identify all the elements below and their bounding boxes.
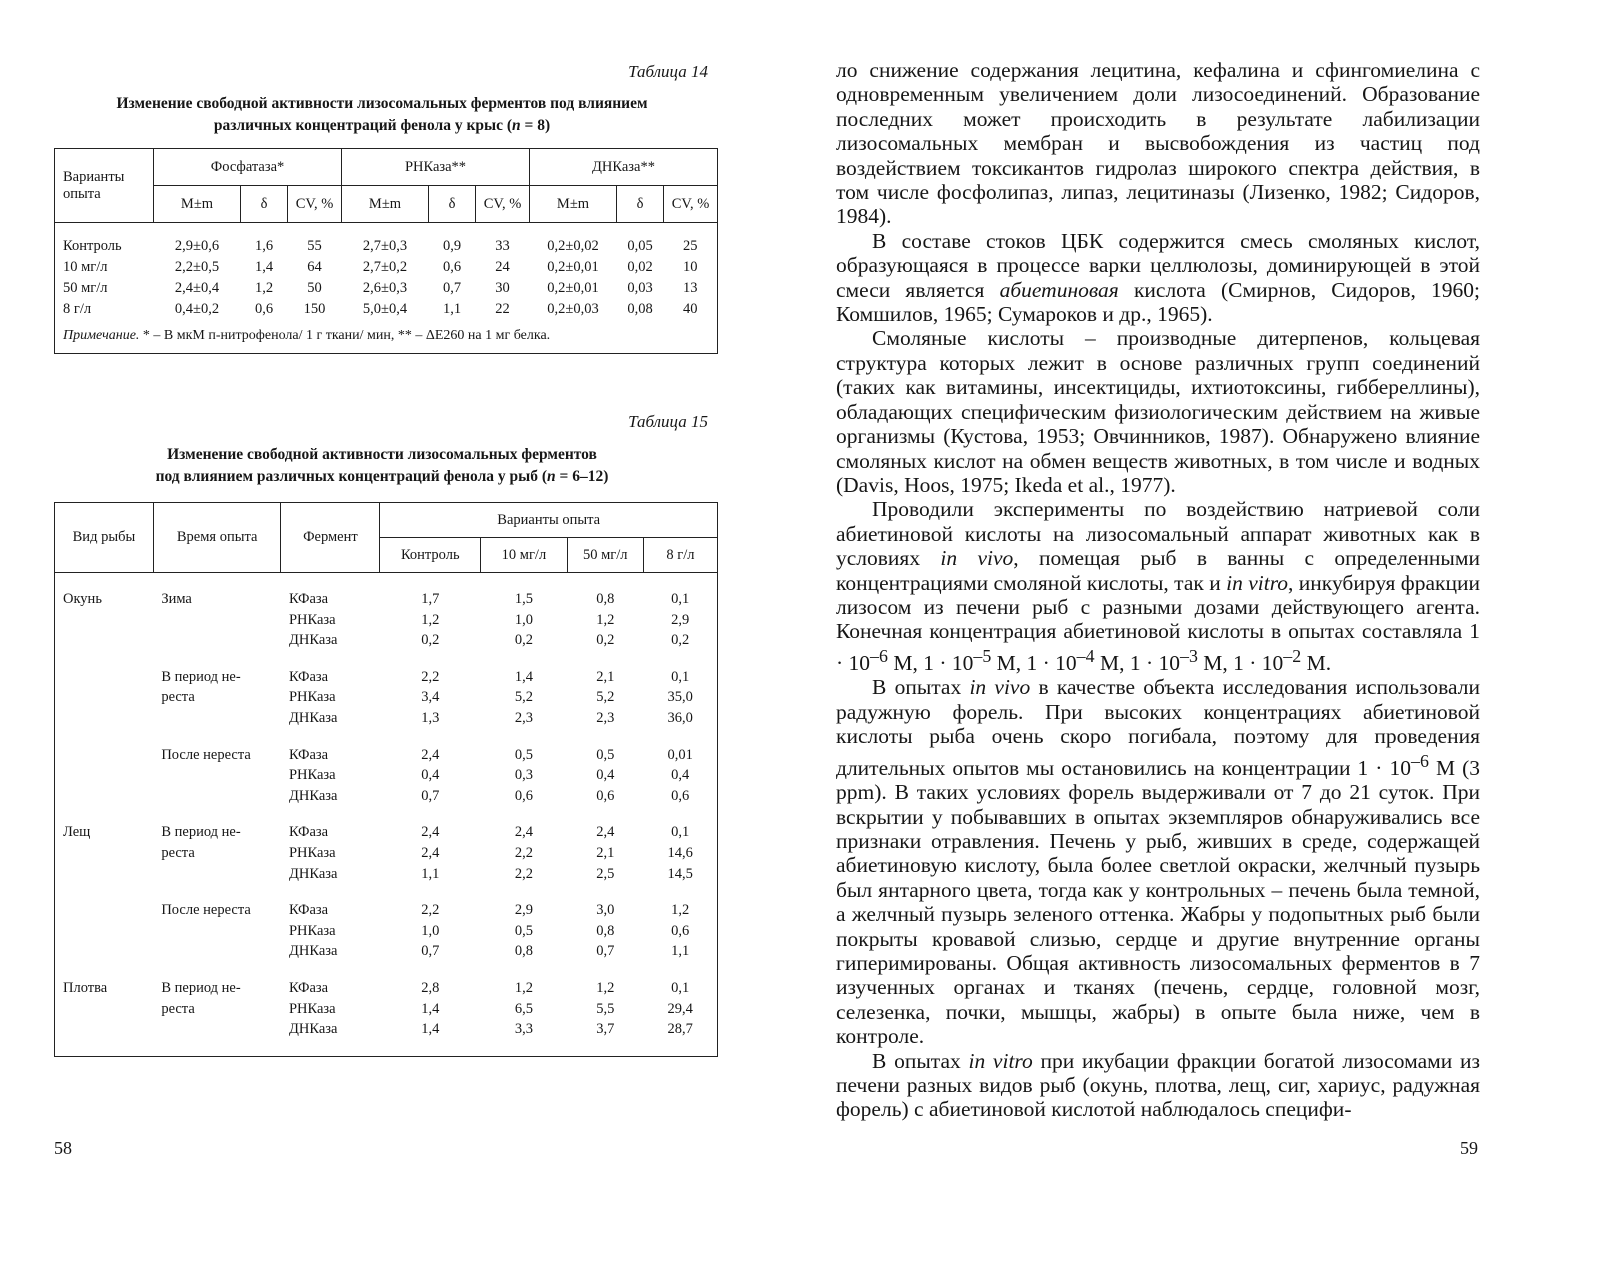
t15-enzyme: РНКаза	[288, 844, 336, 861]
t15-row	[55, 708, 718, 729]
t15-enzyme: ДНКаза	[288, 865, 338, 882]
t14-cell: 64	[307, 258, 322, 275]
t14-cell: 50	[307, 279, 322, 296]
t14-row	[55, 235, 718, 256]
t15-cell: 0,2	[514, 632, 533, 649]
t15-cell: 1,2	[421, 611, 440, 628]
t14-subheader: M±m	[530, 186, 617, 223]
t15-cell: 0,7	[596, 943, 615, 960]
t15-enzyme: ДНКаза	[288, 709, 338, 726]
t14-cell: 0,6	[442, 258, 462, 275]
t14-subheader: M±m	[154, 186, 241, 223]
t15-row	[55, 999, 718, 1020]
t14-group-1: РНКаза**	[342, 149, 530, 186]
t15-cell: 2,4	[421, 824, 440, 841]
t14-cell: 2,7±0,2	[362, 258, 408, 275]
t15-species: Плотва	[63, 979, 108, 996]
t15-cell: 35,0	[667, 689, 693, 706]
table14-title: Изменение свободной активности лизосомальных ферментов под влиянием различных концентраций фенола у крыс (n = 8)	[116, 95, 648, 134]
t15-cell: 6,5	[514, 1000, 533, 1017]
t15-cell: 14,6	[667, 844, 693, 861]
t15-species	[55, 941, 154, 962]
t15-enzyme: КФаза	[288, 824, 329, 841]
t14-cell: 0,2±0,02	[547, 237, 599, 254]
t14-cell: 0,02	[627, 258, 653, 275]
t15-time: В период не-	[161, 668, 241, 685]
t15-variant-col: Контроль	[380, 538, 481, 573]
t14-cell: 13	[683, 279, 698, 296]
t15-cell: 2,3	[514, 709, 533, 726]
body-paragraph: Смоляные кислоты – производные дитерпенов, кольцевая структура которых лежит в основе различных групп соединений (таких как витамины, инсектициды, ихтиотоксины, гиббереллины), обладающих специфическим физиологическим действием на живые организмы (Кустова, 1953; Овчинников, 1987). Обнаружено влияние смоляных кислот на обмен веществ животных, в том числе и водных (Davis, Hoos, 1975; Ikeda et al., 1977).	[836, 326, 1480, 497]
page-number-left: 58	[54, 1138, 72, 1158]
t14-note	[55, 319, 718, 354]
t15-cell: 0,3	[514, 767, 533, 784]
t15-species: Окунь	[63, 591, 102, 607]
t15-cell: 2,1	[596, 844, 615, 861]
t15-variant-col: 10 мг/л	[481, 538, 567, 573]
t14-cell: 0,4±0,2	[174, 300, 220, 317]
t15-row	[55, 765, 718, 786]
t14-cell: 10	[683, 258, 698, 275]
t14-cell: 30	[495, 279, 510, 296]
t15-cell: 2,4	[421, 746, 440, 763]
t14-cell: 2,6±0,3	[362, 279, 408, 296]
t14-subheader: δ	[617, 186, 664, 223]
t15-time	[153, 941, 281, 962]
t15-row	[55, 941, 718, 962]
body-paragraph: В опытах in vitro при икубации фракции богатой лизосомами из печени разных видов рыб (окунь, плотва, лещ, сиг, хариус, радужная форель) с абиетиновой кислотой наблюдалось специфи-	[836, 1048, 1480, 1122]
t14-col-variants: Варианты опыта	[55, 149, 154, 223]
t15-enzyme: РНКаза	[288, 1000, 336, 1017]
t14-subheader: M±m	[342, 186, 429, 223]
t14-cell: 1,6	[254, 237, 274, 254]
t14-row	[55, 277, 718, 298]
t15-cell: 36,0	[667, 709, 693, 726]
t15-cell: 2,2	[514, 865, 533, 882]
t15-cell: 2,5	[596, 865, 615, 882]
t15-species	[55, 999, 154, 1020]
t15-cell: 0,6	[596, 787, 615, 804]
table15	[54, 502, 718, 1057]
t15-cell: 1,4	[421, 1000, 440, 1017]
t15-time: реста	[161, 1000, 195, 1017]
t15-cell: 0,4	[671, 767, 690, 784]
t15-species	[55, 745, 154, 766]
t14-cell: 150	[303, 300, 326, 317]
t15-cell: 1,2	[596, 611, 615, 628]
t15-cell: 0,2	[596, 632, 615, 649]
t15-cell: 0,1	[671, 591, 690, 607]
t15-species	[55, 630, 154, 651]
t15-time: После нереста	[161, 746, 251, 763]
t15-cell: 2,1	[596, 668, 615, 685]
t14-cell: 1,1	[442, 300, 462, 317]
t15-row	[55, 687, 718, 708]
t15-cell: 0,5	[514, 746, 533, 763]
left-page	[0, 0, 760, 1262]
t15-cell: 2,4	[514, 824, 533, 841]
t15-cell: 0,1	[671, 824, 690, 841]
t15-species	[55, 708, 154, 729]
t14-group-2: ДНКаза**	[530, 149, 718, 186]
t15-cell: 1,1	[671, 943, 690, 960]
t15-time	[153, 765, 281, 786]
t15-species	[55, 864, 154, 885]
t14-cell: 0,6	[254, 300, 274, 317]
t14-row-label: 50 мг/л	[63, 279, 108, 296]
t15-enzyme: РНКаза	[288, 689, 336, 706]
t14-row-label: Контроль	[63, 237, 122, 254]
t15-cell: 5,2	[596, 689, 615, 706]
t15-cell: 0,1	[671, 668, 690, 685]
t15-species	[55, 765, 154, 786]
t15-time	[153, 630, 281, 651]
t15-cell: 1,4	[514, 668, 533, 685]
t15-row	[55, 786, 718, 807]
t15-cell: 0,5	[514, 922, 533, 939]
t14-cell: 55	[307, 237, 322, 254]
t15-row	[55, 667, 718, 688]
t15-cell: 1,2	[671, 902, 690, 919]
t15-time: реста	[161, 844, 195, 861]
t15-cell: 2,8	[421, 979, 440, 996]
t15-species	[55, 667, 154, 688]
t15-col-variants: Варианты опыта	[380, 503, 718, 538]
t14-cell: 0,2±0,03	[547, 300, 599, 317]
t15-cell: 3,3	[514, 1021, 533, 1038]
t15-enzyme: КФаза	[288, 746, 329, 763]
table14	[54, 148, 718, 354]
t15-cell: 28,7	[667, 1021, 693, 1038]
t15-col-time: Время опыта	[153, 503, 281, 573]
t15-time: После нереста	[161, 902, 251, 919]
t14-cell: 0,2±0,01	[547, 279, 599, 296]
t15-cell: 2,4	[596, 824, 615, 841]
t15-time	[153, 610, 281, 631]
t15-cell: 0,7	[421, 787, 440, 804]
t15-enzyme: ДНКаза	[288, 787, 338, 804]
t15-species	[55, 900, 154, 921]
table15-title: Изменение свободной активности лизосомальных ферментов под влиянием различных концентраций фенола у рыб (n = 6–12)	[155, 446, 609, 485]
t15-cell: 1,0	[421, 922, 440, 939]
t14-cell: 25	[683, 237, 698, 254]
t15-variant-col: 50 мг/л	[567, 538, 643, 573]
t15-row	[55, 1019, 718, 1040]
t14-cell: 0,7	[442, 279, 462, 296]
t15-cell: 0,01	[667, 746, 693, 763]
t15-cell: 0,5	[596, 746, 615, 763]
t15-time	[153, 864, 281, 885]
t15-cell: 2,2	[421, 668, 440, 685]
t14-cell: 0,9	[442, 237, 462, 254]
t14-cell: 0,03	[627, 279, 653, 296]
t15-cell: 0,6	[671, 787, 690, 804]
t15-enzyme: РНКаза	[288, 922, 336, 939]
t15-time	[153, 921, 281, 942]
t15-time	[153, 1019, 281, 1040]
t14-subheader: δ	[241, 186, 288, 223]
t15-cell: 1,7	[421, 591, 440, 607]
table14-caption: Таблица 14	[628, 62, 708, 81]
t15-cell: 0,2	[671, 632, 690, 649]
t15-cell: 1,5	[514, 591, 533, 607]
body-paragraph: ло снижение содержания лецитина, кефалина и сфингомиелина с одновременным увеличением доли лизосоединений. Образование последних может происходить в результате лабилизации лизосомальных мембран и высвобождения из частиц под воздействием токсикантов гидролаз широкого спектра действия, в том числе фосфолипаз, липаз, лецитиназы (Лизенко, 1982; Сидоров, 1984).	[836, 58, 1480, 229]
t15-cell: 2,9	[514, 902, 533, 919]
table15-caption: Таблица 15	[628, 412, 708, 431]
t15-cell: 5,2	[514, 689, 533, 706]
t15-row	[55, 900, 718, 921]
t14-cell: 2,4±0,4	[174, 279, 220, 296]
t14-note-text: * – В мкМ п-нитрофенола/ 1 г ткани/ мин, ** – ΔE260 на 1 мг белка.	[139, 328, 551, 343]
t14-cell: 40	[683, 300, 698, 317]
t15-cell: 1,4	[421, 1021, 440, 1038]
t15-species	[55, 1019, 154, 1040]
t15-cell: 0,2	[421, 632, 440, 649]
t15-time	[153, 708, 281, 729]
t14-cell: 1,4	[254, 258, 274, 275]
t15-cell: 5,5	[596, 1000, 615, 1017]
t15-row	[55, 864, 718, 885]
t15-cell: 0,7	[421, 943, 440, 960]
t15-time: В период не-	[161, 824, 241, 841]
t14-subheader: CV, %	[288, 186, 342, 223]
t15-time: В период не-	[161, 979, 241, 996]
t15-species	[55, 687, 154, 708]
t15-cell: 0,4	[421, 767, 440, 784]
t15-time: реста	[161, 689, 195, 706]
t15-enzyme: КФаза	[288, 902, 329, 919]
t15-row	[55, 630, 718, 651]
t15-enzyme: ДНКаза	[288, 632, 338, 649]
t15-cell: 1,2	[596, 979, 615, 996]
t15-row	[55, 978, 718, 999]
t15-cell: 2,3	[596, 709, 615, 726]
t15-enzyme: ДНКаза	[288, 1021, 338, 1038]
t14-cell: 2,7±0,3	[362, 237, 408, 254]
t14-cell: 0,2±0,01	[547, 258, 599, 275]
t15-row	[55, 610, 718, 631]
t15-cell: 1,0	[514, 611, 533, 628]
t15-cell: 2,2	[514, 844, 533, 861]
t14-cell: 2,2±0,5	[174, 258, 220, 275]
t15-cell: 3,7	[596, 1021, 615, 1038]
t15-row	[55, 589, 718, 610]
t15-cell: 2,9	[671, 611, 690, 628]
t15-species: Лещ	[63, 824, 91, 841]
t15-cell: 0,8	[514, 943, 533, 960]
t15-cell: 0,8	[596, 591, 615, 607]
t15-species	[55, 786, 154, 807]
t15-species	[55, 610, 154, 631]
body-paragraph: В опытах in vivo в качестве объекта исследования использовали радужную форель. При высоких концентрациях абиетиновой кислоты рыба очень скоро погибала, поэтому для проведения длительных опытов мы остановились на концентрации $1 \cdot 10^{-6}$ М (3 ppm). В таких условиях форель выдерживали от 7 до 21 суток. При вскрытии у побывавших в опытах экземпляров обнаруживались все признаки отравления. Печень у рыб, живших в среде, содержащей абиетиновую кислоту, была более светлой окраски, желчный пузырь был янтарного цвета, тогда как у контрольных – печень была темной, а желчный пузырь зеленого оттенка. Жабры у подопытных рыб были покрыты кровавой слизью, сердце и другие внутренние органы гиперимированы. Общая активность лизосомальных ферментов в 7 изученных органах и тканях (печень, сердце, головной мозг, селезенка, почки, мышцы, жабры) в опыте была ниже, чем в контроле.	[836, 675, 1480, 1049]
body-paragraph: Проводили эксперименты по воздействию натриевой соли абиетиновой кислоты на лизосомальный аппарат животных как в условиях in vivo, помещая рыб в ванны с определенными концентрациями смоляной кислоты, так и in vitro, инкубируя фракции лизосом из печени рыб с разными дозами действующего агента. Конечная концентрация абиетиновой кислоты в опытах составляла $1 \cdot 10^{-6}$ М, $1 \cdot 10^{-5}$ М, $1 \cdot 10^{-4}$ М, $1 \cdot 10^{-3}$ М, $1 \cdot 10^{-2}$ М.	[836, 497, 1480, 675]
t15-species	[55, 921, 154, 942]
page-number-right: 59	[1460, 1138, 1478, 1158]
t15-enzyme: КФаза	[288, 668, 329, 685]
t15-cell: 29,4	[667, 1000, 693, 1017]
t15-cell: 0,1	[671, 979, 690, 996]
t15-cell: 3,4	[421, 689, 440, 706]
t15-enzyme: РНКаза	[288, 767, 336, 784]
t15-row	[55, 822, 718, 843]
t14-cell: 22	[495, 300, 510, 317]
t15-enzyme: КФаза	[288, 979, 329, 996]
t15-cell: 1,1	[421, 865, 440, 882]
t15-cell: 0,8	[596, 922, 615, 939]
t14-cell: 5,0±0,4	[362, 300, 408, 317]
body-paragraph: В составе стоков ЦБК содержится смесь смоляных кислот, образующаяся в процессе варки целлюлозы, доминирующей в этой смеси является абиетиновая кислота (Смирнов, Сидоров, 1960; Комшилов, 1965; Сумароков и др., 1965).	[836, 228, 1480, 327]
t15-col-species: Вид рыбы	[55, 503, 154, 573]
t14-row-label: 10 мг/л	[63, 258, 108, 275]
t14-cell: 2,9±0,6	[174, 237, 220, 254]
t14-subheader: CV, %	[476, 186, 530, 223]
t15-col-enzyme: Фермент	[281, 503, 380, 573]
t14-cell: 0,05	[627, 237, 653, 254]
t14-note-label: Примечание.	[63, 328, 140, 343]
t14-group-0: Фосфатаза*	[154, 149, 342, 186]
t14-cell: 1,2	[254, 279, 274, 296]
t14-row	[55, 256, 718, 277]
t15-cell: 14,5	[667, 865, 693, 882]
t14-cell: 24	[495, 258, 510, 275]
t15-time: Зима	[161, 591, 192, 607]
t14-subheader: CV, %	[664, 186, 718, 223]
t14-cell: 0,08	[627, 300, 653, 317]
t15-row	[55, 745, 718, 766]
t15-row	[55, 843, 718, 864]
t15-enzyme: РНКаза	[288, 611, 336, 628]
t14-row	[55, 298, 718, 319]
t14-cell: 33	[495, 237, 510, 254]
t15-cell: 0,6	[514, 787, 533, 804]
t15-enzyme: ДНКаза	[288, 943, 338, 960]
t15-variant-col: 8 г/л	[643, 538, 717, 573]
t15-cell: 1,3	[421, 709, 440, 726]
t15-cell: 0,4	[596, 767, 615, 784]
t14-subheader: δ	[429, 186, 476, 223]
t15-row	[55, 921, 718, 942]
t15-cell: 0,6	[671, 922, 690, 939]
t15-enzyme: КФаза	[288, 591, 329, 607]
t15-cell: 2,2	[421, 902, 440, 919]
right-page-body	[836, 58, 1480, 1122]
t15-cell: 3,0	[596, 902, 615, 919]
t14-row-label: 8 г/л	[63, 300, 92, 317]
t15-cell: 2,4	[421, 844, 440, 861]
t15-time	[153, 786, 281, 807]
t15-cell: 1,2	[514, 979, 533, 996]
t15-species	[55, 843, 154, 864]
